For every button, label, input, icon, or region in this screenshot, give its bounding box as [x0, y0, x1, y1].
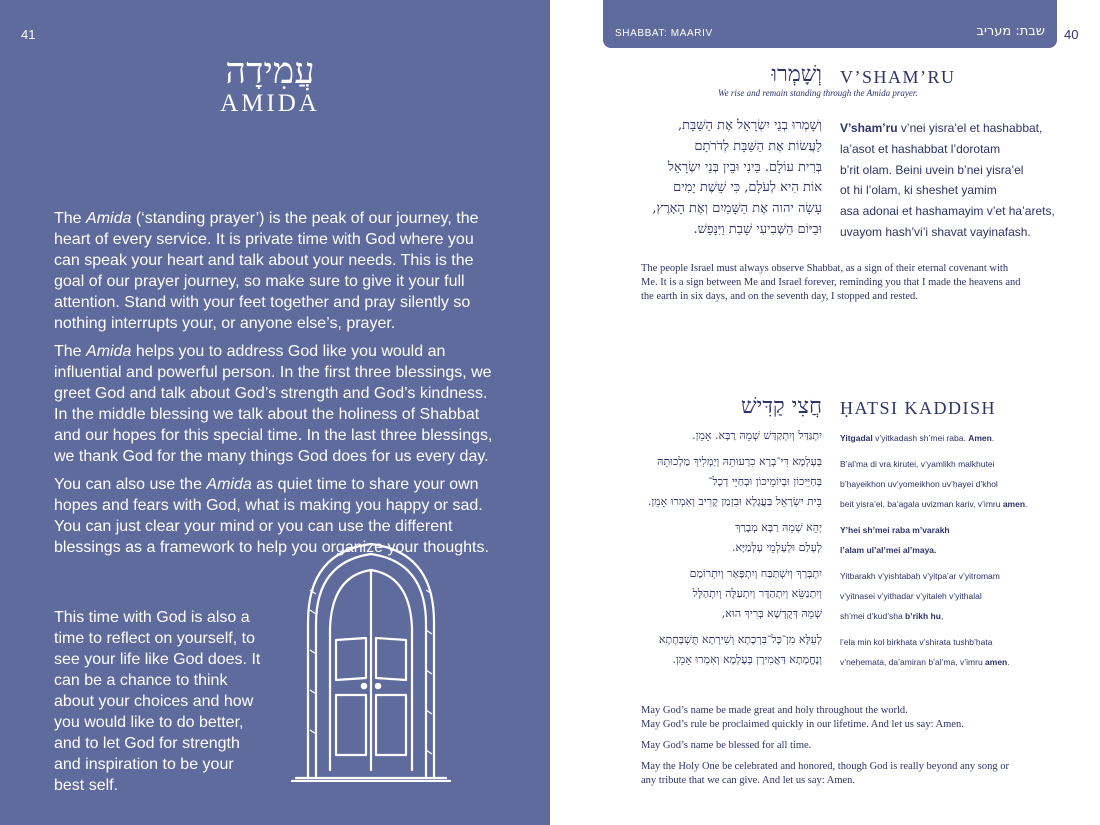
kaddish-translation-1: [641, 704, 1026, 732]
translit-line: Yitbarakh v’yishtabaḥ v’yitpa’ar v’yitromam: [840, 571, 1000, 581]
translit-line: l’ela min kol birkhata v’shirata tushb’ḥata: [840, 637, 993, 647]
translation-line: May God’s rule be proclaimed quickly in our lifetime. And let us say: Amen.: [641, 719, 964, 730]
hebrew-line: לְעָלַם וּלְעָלְמֵי עָלְמַיָּא.: [732, 541, 822, 554]
kaddish-hebrew: [602, 426, 822, 670]
hebrew-line: בְּעָלְמָא דִּי־בְרָא כִרְעוּתֵהּ וְיַמְלִיךְ מַלְכוּתֵהּ: [657, 455, 822, 468]
kaddish-translation-3: May the Holy One be celebrated and honored, though God is really beyond any song or any tribute that we can give. And let us say: Amen.: [641, 761, 1009, 786]
translit-line: uvayom hash’vi’i shavat vayinafash.: [840, 224, 1031, 239]
hebrew-line: עָשָׂה יהוה אֶת הַשָּׁמַיִם וְאֶת הָאָרֶץ,: [652, 201, 822, 217]
translit-bold: Amen: [968, 433, 992, 443]
title-hebrew: עֲמִידָה: [225, 51, 315, 92]
translit-line: asa adonai et hashamayim v’et ha’arets,: [840, 204, 1055, 219]
vshamru-title-english: V’SHAM’RU: [840, 67, 956, 87]
vshamru-translation: The people Israel must always observe Shabbat, as a sign of their eternal covenant with Me. It is a sign between Me and Israel forever, reminding you that I made the heavens and the earth in six days, and on the seventh day, I stopped and rested.: [641, 263, 1021, 302]
translit-line: ot hi l’olam, ki sheshet yamim: [840, 183, 997, 198]
vshamru-instruction: We rise and remain standing through the Amida prayer.: [718, 88, 918, 98]
hebrew-line: יִתְבָּרַךְ וְיִשְׁתַּבַּח וְיִתְפָּאַר וְיִתְרוֹמַם: [689, 567, 822, 580]
text-the: The: [54, 343, 82, 360]
translation-line: May God’s name be made great and holy throughout the world.: [641, 705, 908, 716]
hebrew-line: בְּרִית עוֹלָם. בֵּינִי וּבֵין בְּנֵי יִשְׂרָאֵל: [667, 159, 822, 175]
hebrew-line: בֵּית יִשְׂרָאֵל בַּעֲגָלָא וּבִזְמַן קָרִיב וְאִמְרוּ אָמֵן.: [647, 495, 822, 508]
page-number: 41: [21, 27, 36, 42]
paragraph-text: You can also use the: [54, 476, 207, 493]
running-head: [603, 0, 1057, 48]
translit-line: v’nei yisra’el et hashabbat,: [897, 121, 1043, 135]
translit-line: v’neḥemata, da’amiran b’al’ma, v’imru: [840, 657, 986, 667]
hebrew-line: אוֹת הִיא לְעֹלָם, כִּי שֵׁשֶׁת יָמִים: [673, 180, 822, 196]
translit-bold: Yitgadal: [840, 433, 873, 443]
running-head-right: שבת: מעריב: [976, 24, 1045, 39]
kaddish-transliteration: [840, 428, 1055, 672]
translit-bold: V’sham’ru: [840, 121, 898, 135]
hebrew-line: יְהֵא שְׁמֵהּ רַבָּא מְבָרַךְ: [735, 521, 822, 534]
translit-line: v’yitnasei v’yithadar v’yitaleh v’yithalal: [840, 591, 982, 601]
hebrew-line: יִתְגַּדַּל וְיִתְקַדַּשׁ שְׁמֵהּ רַבָּא. אָמֵן.: [692, 429, 822, 442]
hebrew-line: וְנֶחֱמָתָא דַּאֲמִירָן בְּעָלְמָא וְאִמְרוּ אָמֵן.: [672, 653, 822, 666]
translit-bold: b’rikh hu: [905, 611, 941, 621]
paragraph-text: helps you to address God like you would an influential and powerful person. In the first three blessings, we greet God and talk about God’s strength and God’s kindness. In the middle blessing we talk about the holiness of Shabbat and our hopes for this special time. In the last three blessings, we thank God for the many things God does for us every day.: [54, 343, 493, 465]
hebrew-line: בְּחַיֵּיכוֹן וּבְיוֹמֵיכוֹן וּבְחַיֵּי דְכָל־: [708, 475, 822, 488]
vshamru-hebrew: [610, 116, 822, 241]
translit-line: v’yitkadash sh’mei raba.: [872, 433, 969, 443]
vshamru-transliteration: [840, 118, 1055, 243]
kaddish-translation-2: May God’s name be blessed for all time.: [641, 740, 812, 751]
amida-italic: Amida: [86, 343, 132, 360]
hebrew-line: לַעֲשׂוֹת אֶת הַשַּׁבָּת לְדֹרֹתָם: [694, 138, 822, 154]
hebrew-line: וְשָׁמְרוּ בְנֵי יִשְׂרָאֵל אֶת הַשַּׁבָּת,: [678, 118, 822, 133]
translit-line: .: [1025, 499, 1028, 509]
translit-line: b’rit olam. Beini uvein b’nei yisra’el: [840, 162, 1024, 177]
text-the: The: [54, 210, 82, 227]
translit-line: beit yisra’el, ba’agala uvizman kariv, v’imru: [840, 499, 1003, 509]
hebrew-line: וְיִתְנַשֵּׂא וְיִתְהַדָּר וְיִתְעַלֶּה וְיִתְהַלָּל: [692, 587, 822, 600]
translit-bold: amen: [1002, 499, 1026, 509]
translit-line: B’al’ma di vra kirutei, v’yamlikh malkhutei: [840, 459, 995, 469]
page-number: 40: [1064, 27, 1079, 42]
vshamru-title-hebrew: וְשָׁמְרוּ: [771, 62, 822, 87]
hebrew-line: לְעֵלָּא מִן־כָּל־בִּרְכָתָא וְשִׁירָתָא תֻּשְׁבְּחָתָא: [658, 633, 822, 646]
translit-line: .: [1007, 657, 1010, 667]
amida-italic: Amida: [86, 210, 132, 227]
hebrew-line: וּבַיּוֹם הַשְּׁבִיעִי שָׁבַת וַיִּנָּפַשׁ.: [693, 221, 822, 237]
translit-line: .: [991, 433, 995, 443]
paragraph-text: (‘standing prayer’) is the peak of our journey, the heart of every service. It is private time with God where you can speak your heart and talk about your needs. This is the goal of our prayer journey, so make sure to give it your full attention. Stand with your feet together and pray silently so nothing interrupts your, or anyone else’s, prayer.: [54, 210, 479, 332]
kaddish-title-english: ḤATSI KADDISH: [840, 398, 997, 418]
title-english: AMIDA: [220, 90, 320, 117]
right-page: [550, 0, 1100, 825]
intro-paragraph-1: [54, 208, 494, 334]
kaddish-title-hebrew: חֲצִי קַדִּישׁ: [740, 394, 822, 419]
translit-line: l’alam ul’al’mei al’maya.: [840, 545, 937, 555]
translit-line: ,: [940, 611, 944, 621]
translit-line: b’ḥayeikhon uv’yomeikhon uv’ḥayei d’khol: [840, 479, 998, 489]
intro-paragraph-4: This time with God is also a time to reflect on yourself, to see your life like God does. It can be a chance to think about your choices and how you would like to do better, and to let God for strength and inspiration to be your best self.: [54, 609, 261, 794]
translit-line: la’asot et hashabbat l’dorotam: [840, 141, 1001, 156]
paragraph-text: as quiet time to share your own hopes and fears with God, what is making you happy or sad. You can just clear your mind or you can use the different blessings as a framework to help you organize your thoughts.: [54, 476, 489, 556]
intro-paragraph-2: [54, 341, 494, 467]
hebrew-line: שְׁמֵהּ דְּקֻדְשָׁא בְּרִיךְ הוּא,: [721, 607, 822, 620]
translit-line: Y’hei sh’mei raba m’varakh: [840, 525, 950, 535]
door-illustration: [290, 530, 452, 782]
amida-italic: Amida: [206, 476, 252, 493]
running-head-left: SHABBAT: MAARIV: [615, 28, 713, 39]
translit-line: sh’mei d’kud’sha: [840, 611, 906, 621]
translit-bold: amen: [985, 657, 1008, 667]
